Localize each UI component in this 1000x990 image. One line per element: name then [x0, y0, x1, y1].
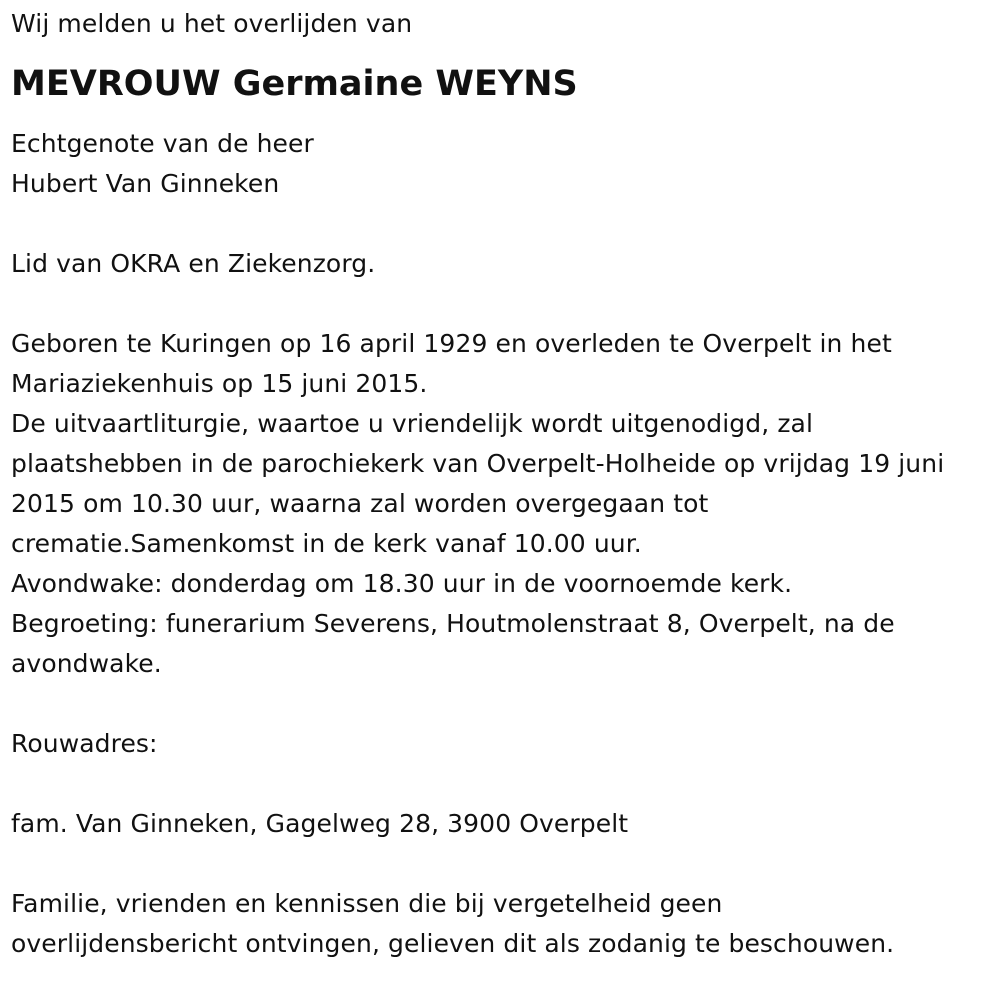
detail-line: avondwake. [11, 649, 162, 678]
address-text: fam. Van Ginneken, Gagelweg 28, 3900 Overpelt [11, 809, 629, 838]
detail-line: plaatshebben in de parochiekerk van Overpelt-Holheide op vrijdag 19 juni [11, 449, 945, 478]
intro-text: Wij melden u het overlijden van [11, 9, 413, 38]
spouse-line-1: Echtgenote van de heer [11, 129, 314, 158]
detail-line: crematie.Samenkomst in de kerk vanaf 10.00 uur. [11, 529, 642, 558]
detail-line: Mariaziekenhuis op 15 juni 2015. [11, 369, 428, 398]
detail-line: 2015 om 10.30 uur, waarna zal worden overgegaan tot [11, 489, 709, 518]
spacer [11, 284, 991, 324]
death-notice [11, 4, 991, 964]
membership-text: Lid van OKRA en Ziekenzorg. [11, 249, 376, 278]
spacer [11, 764, 991, 804]
address-label: Rouwadres: [11, 729, 158, 758]
spacer [11, 684, 991, 724]
spouse-line-2: Hubert Van Ginneken [11, 169, 280, 198]
closing-line: Familie, vrienden en kennissen die bij vergetelheid geen [11, 889, 723, 918]
spacer [11, 204, 991, 244]
detail-line: Begroeting: funerarium Severens, Houtmolenstraat 8, Overpelt, na de [11, 609, 895, 638]
detail-line: Avondwake: donderdag om 18.30 uur in de voornoemde kerk. [11, 569, 793, 598]
closing-line: overlijdensbericht ontvingen, gelieven dit als zodanig te beschouwen. [11, 929, 895, 958]
detail-line: De uitvaartliturgie, waartoe u vriendelijk wordt uitgenodigd, zal [11, 409, 814, 438]
detail-line: Geboren te Kuringen op 16 april 1929 en overleden te Overpelt in het [11, 329, 892, 358]
deceased-name: MEVROUW Germaine WEYNS [11, 64, 578, 104]
spacer [11, 844, 991, 884]
